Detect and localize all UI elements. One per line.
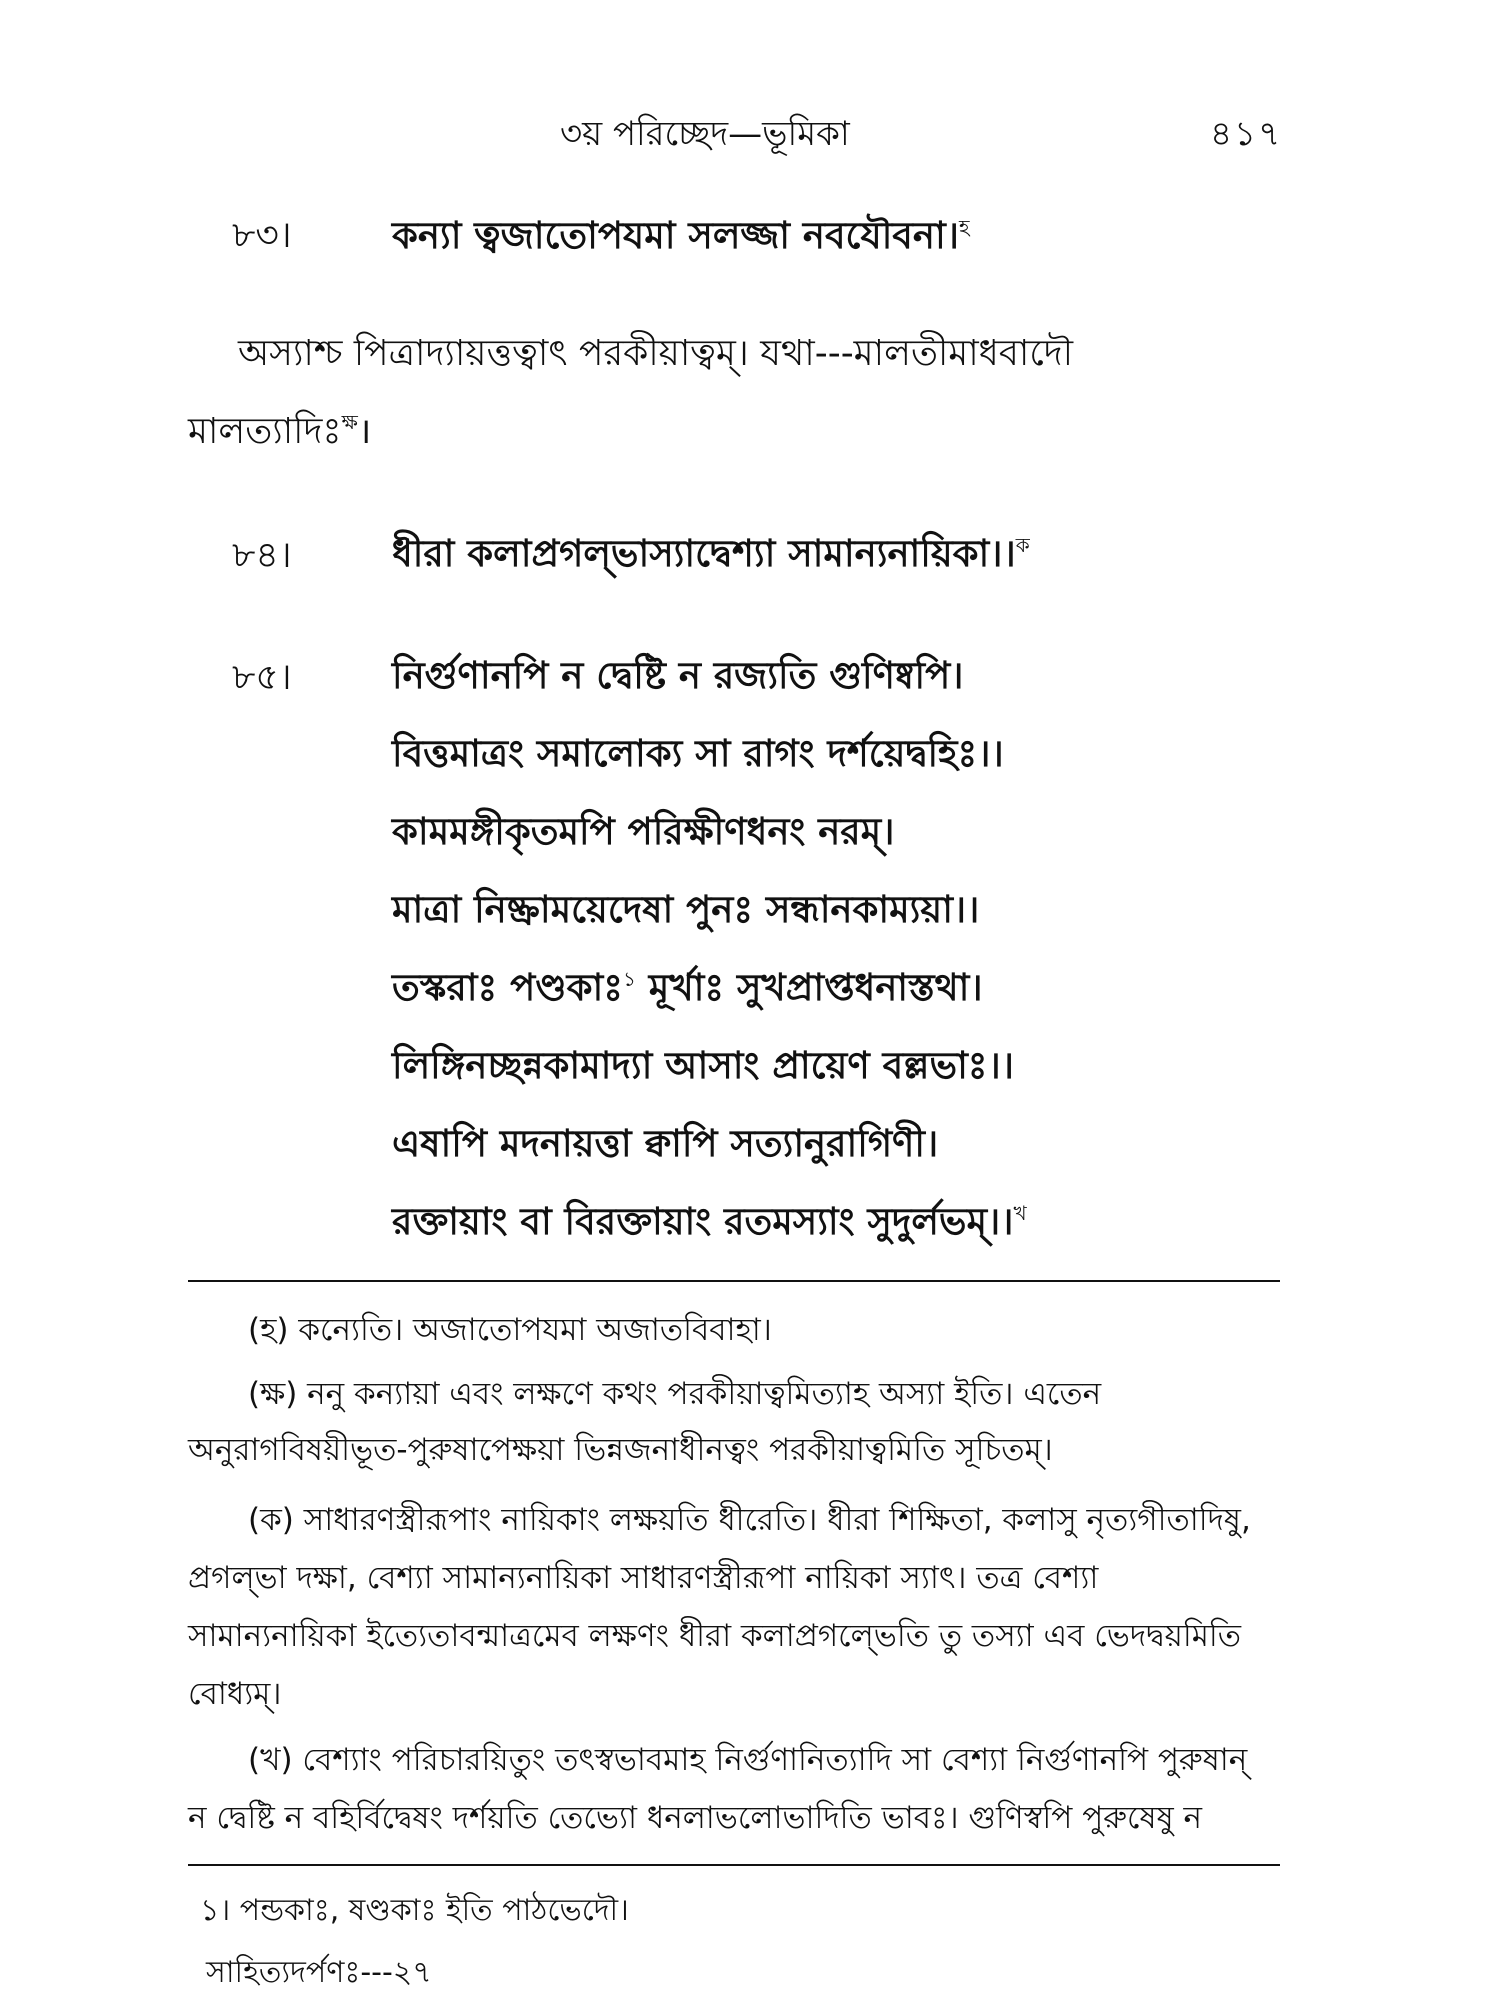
verse-line: কামমঙ্গীকৃতমপি পরিক্ষীণধনং নরম্। <box>392 810 895 853</box>
footnote-marker: ক <box>1015 533 1030 557</box>
verse-line: বিত্তমাত্রং সমালোক্য সা রাগং দর্শয়েদ্বহিঃ।। <box>392 732 1004 775</box>
commentary-text: মালত্যাদিঃ <box>188 411 342 452</box>
footnote-ha: (হ) কন্যেতি। অজাতোপযমা অজাতবিবাহা। <box>248 1312 772 1348</box>
verse-text <box>392 206 969 269</box>
footnote-ksha-line: (ক্ষ) ননু কন্যায়া এবং লক্ষণে কথং পরকীয়াত্বমিত্যাহ অস্যা ইতি। এতেন <box>248 1376 1102 1412</box>
verse-line: ধীরা কলাপ্রগল্ভাস্যাদ্বেশ্যা সামান্যনায়িকা।। <box>392 532 1016 575</box>
variant-reading-note: ১। পন্ডকাঃ, ষণ্ডকাঃ ইতি পাঠভেদৌ। <box>200 1893 629 1928</box>
verse-number: ৮৫। <box>232 657 292 698</box>
verse-number: ৮৪। <box>232 535 292 576</box>
footnote-ka-line: (ক) সাধারণস্ত্রীরূপাং নায়িকাং লক্ষয়তি ধীরেতি। ধীরা শিক্ষিতা, কলাসু নৃত্যগীতাদিষু, <box>248 1502 1251 1538</box>
verse-text: তস্করাঃ পণ্ডকাঃ <box>392 966 623 1009</box>
commentary-line <box>188 404 371 464</box>
footnote-divider <box>188 1280 1280 1282</box>
footnote-ka-line: বোধ্যম্। <box>188 1676 282 1712</box>
commentary-line: অস্যাশ্চ পিত্রাদ্যায়ত্তত্বাৎ পরকীয়াত্বম্। যথা---মালতীমাধবাদৌ <box>238 333 1074 374</box>
footnote-ka-line: সামান্যনায়িকা ইত্যেতাবন্মাত্রমেব লক্ষণং ধীরা কলাপ্রগল্ভেতি তু তস্যা এব ভেদদ্বয়মিতি <box>188 1618 1242 1654</box>
footnote-kha-line: ন দ্বেষ্টি ন বহির্বিদ্বেষং দর্শয়তি তেভ্যো ধনলাভলোভাদিতি ভাবঃ। গুণিস্বপি পুরুষেষু ন <box>188 1800 1203 1836</box>
verse-line: লিঙ্গিনচ্ছন্নকামাদ্যা আসাং প্রায়েণ বল্লভাঃ।। <box>392 1044 1014 1087</box>
commentary-end: । <box>357 411 372 452</box>
page-signature: সাহিত্যদর্পণঃ---২৭ <box>206 1955 432 1990</box>
verse-line: মাত্রা নিষ্ক্রাময়েদেষা পুনঃ সন্ধানকাম্যয়া।। <box>392 888 980 931</box>
header-title: ৩য় পরিচ্ছেদ—ভূমিকা <box>560 114 850 154</box>
verse-line: কন্যা ত্বজাতোপযমা সলজ্জা নবযৌবনা। <box>392 214 959 257</box>
verse-text: রক্তায়াং বা বিরক্তায়াং রতমস্যাং সুদুর্লভম্।। <box>392 1200 1014 1243</box>
footnote-ka-line: প্রগল্ভা দক্ষা, বেশ্যা সামান্যনায়িকা সাধারণস্ত্রীরূপা নায়িকা স্যাৎ। তত্র বেশ্যা <box>188 1560 1099 1596</box>
verse-text <box>392 524 1030 587</box>
verse-line: নির্গুণানপি ন দ্বেষ্টি ন রজ্যতি গুণিষ্বপি। <box>392 654 964 697</box>
verse-line <box>392 1192 1027 1255</box>
verse-number: ৮৩। <box>232 215 292 256</box>
footnote-marker: ক্ষ <box>341 410 358 434</box>
verse-line <box>392 958 983 1021</box>
verse-text: মূর্খাঃ সুখপ্রাপ্তধনাস্তথা। <box>635 966 983 1009</box>
footnote-marker: হ <box>958 215 970 239</box>
verse-line: এষাপি মদনায়ত্তা ক্বাপি সত্যানুরাগিণী। <box>392 1122 939 1165</box>
footnote-ksha-line: অনুরাগবিষয়ীভূত-পুরুষাপেক্ষয়া ভিন্নজনাধীনত্বং পরকীয়াত্বমিতি সূচিতম্। <box>188 1432 1053 1468</box>
footnote-marker: ১ <box>622 967 636 991</box>
variant-divider <box>188 1864 1280 1866</box>
page-number: ৪১৭ <box>1210 114 1283 154</box>
footnote-marker: খ <box>1013 1201 1027 1225</box>
footnote-kha-line: (খ) বেশ্যাং পরিচারয়িতুং তৎস্বভাবমাহ নির্গুণানিত্যাদি সা বেশ্যা নির্গুণানপি পুরুষান্ <box>248 1742 1248 1778</box>
